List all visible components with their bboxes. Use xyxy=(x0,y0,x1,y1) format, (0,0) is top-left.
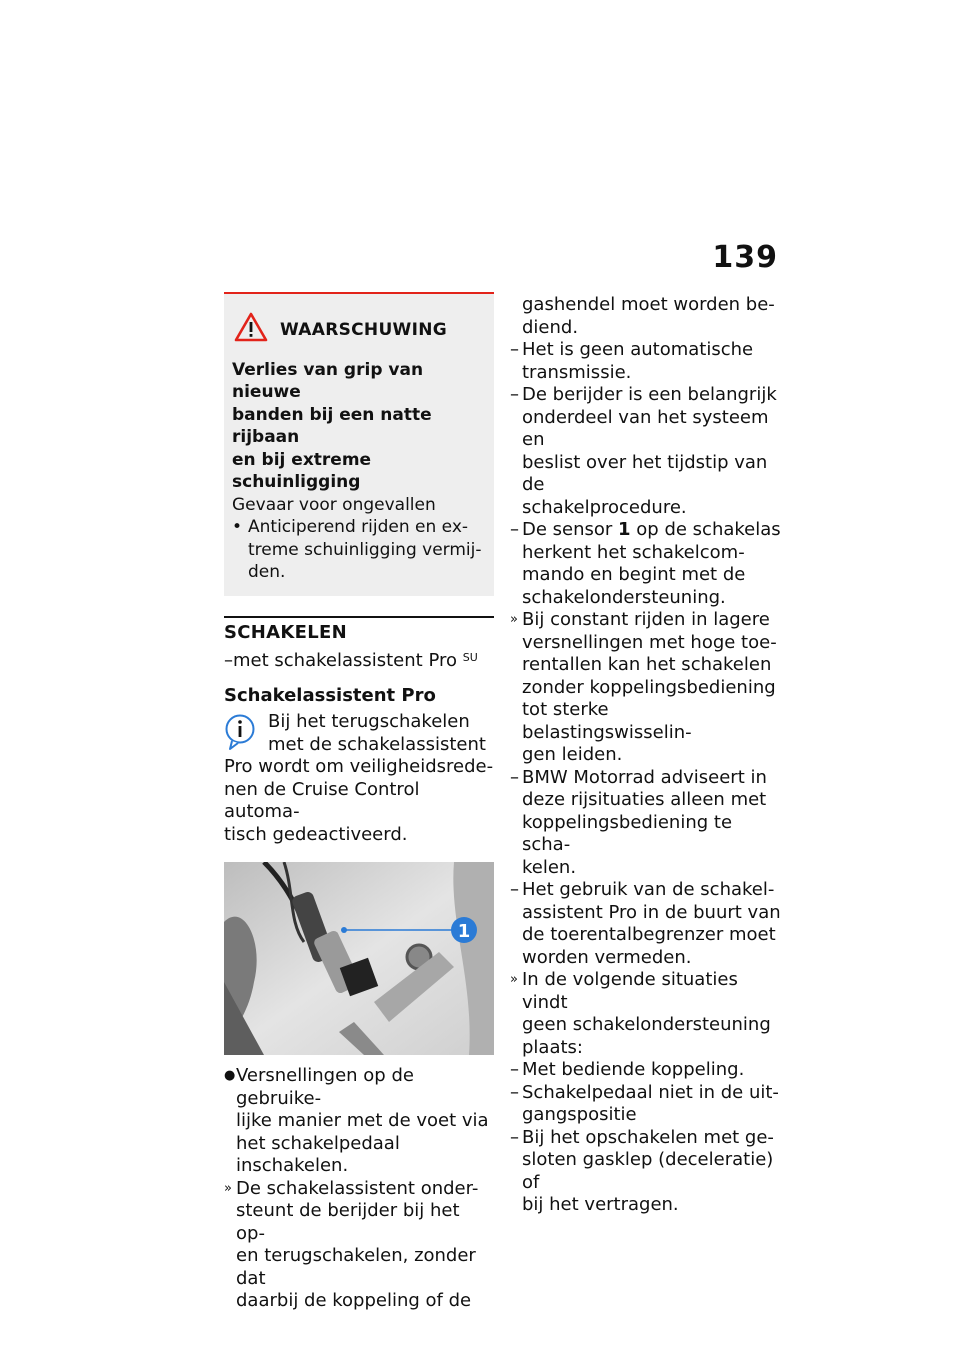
list-line: BMW Motorrad adviseert in xyxy=(522,766,767,788)
list-line: lijke manier met de voet via xyxy=(236,1110,489,1131)
dash-mark: – xyxy=(224,650,233,671)
info-line: tisch gedeactiveerd. xyxy=(224,823,408,845)
sensor-reference: 1 xyxy=(618,519,631,540)
callout-label: 1 xyxy=(457,921,471,942)
list-line: schakelondersteuning. xyxy=(522,586,726,608)
list-line: worden vermeden. xyxy=(522,946,692,968)
list-line: Het is geen automatische xyxy=(522,339,754,360)
list-line: transmissie. xyxy=(522,361,632,383)
shift-sensor-illustration xyxy=(224,862,494,1055)
list-line: steunt de berijder bij het op- xyxy=(236,1200,460,1244)
list-item xyxy=(510,767,782,880)
list-item xyxy=(510,969,782,1059)
dash-mark: – xyxy=(510,339,519,360)
warning-box xyxy=(224,292,494,596)
list-line: zonder koppelingsbediening xyxy=(522,676,776,698)
illustration-drawing xyxy=(224,862,494,1055)
bullet-mark: • xyxy=(232,517,243,537)
list-text: op de schakelas xyxy=(630,519,781,540)
list-item xyxy=(510,384,782,519)
list-item xyxy=(224,1178,494,1313)
warning-header xyxy=(232,312,486,349)
dash-mark: – xyxy=(510,1059,519,1080)
list-line: De schakelassistent onder- xyxy=(236,1177,479,1199)
list-item xyxy=(510,519,782,609)
section-divider xyxy=(224,616,494,618)
list-item xyxy=(224,1065,494,1178)
subsection-title: Schakelassistent Pro xyxy=(224,684,436,706)
list-line: Met bediende koppeling. xyxy=(522,1059,745,1080)
warning-bullet-line: den. xyxy=(248,562,286,582)
list-line: geen schakelondersteuning xyxy=(522,1014,771,1035)
result-mark: » xyxy=(510,612,518,627)
bullet-mark: ● xyxy=(224,1068,236,1083)
list-item xyxy=(510,609,782,767)
list-line: gen leiden. xyxy=(522,744,623,765)
page-number: 139 xyxy=(712,240,778,275)
list-item xyxy=(510,339,782,384)
list-line: Het gebruik van de schakel- xyxy=(522,879,775,900)
dash-mark: – xyxy=(510,1081,519,1103)
warning-bullet xyxy=(232,516,486,584)
info-line: Pro wordt om veiligheidsrede- xyxy=(224,756,494,777)
dash-mark: – xyxy=(510,519,519,540)
list-line: Bij het opschakelen met ge- xyxy=(522,1126,774,1148)
warning-title: WAARSCHUWING xyxy=(280,320,448,340)
list-line: tot sterke belastingswisselin- xyxy=(522,699,692,743)
dash-mark: – xyxy=(510,1126,519,1148)
list-line: mando en begint met de xyxy=(522,564,746,585)
right-column xyxy=(510,294,782,1217)
result-mark: » xyxy=(510,972,518,987)
list-line: bij het vertragen. xyxy=(522,1194,679,1215)
list-line: plaats: xyxy=(522,1036,583,1058)
result-mark: » xyxy=(224,1180,232,1196)
list-line: schakelprocedure. xyxy=(522,496,687,518)
left-column xyxy=(224,292,494,1313)
list-line: koppelingsbediening te scha- xyxy=(522,811,733,855)
dash-mark: – xyxy=(510,384,519,405)
continued-line: gashendel moet worden be- xyxy=(522,294,775,315)
list-line: deze rijsituaties alleen met xyxy=(522,789,767,810)
equipment-code: SU xyxy=(462,651,478,664)
warning-bold-line: Verlies van grip van nieuwe xyxy=(232,359,424,402)
warning-subtitle: Gevaar voor ongevallen xyxy=(232,494,436,515)
info-note xyxy=(224,711,494,846)
list-line: sloten gasklep (deceleratie) of xyxy=(522,1149,774,1193)
dash-mark: – xyxy=(510,879,519,900)
list-line: Schakelpedaal niet in de uit- xyxy=(522,1081,779,1103)
dash-mark: – xyxy=(510,766,519,788)
list-line: beslist over het tijdstip van de xyxy=(522,451,768,495)
list-line: De berijder is een belangrijk xyxy=(522,384,777,405)
warning-bold-line: banden bij een natte rijbaan xyxy=(232,404,432,447)
list-line: Versnellingen op de gebruike- xyxy=(236,1065,414,1109)
warning-triangle-icon xyxy=(234,312,280,349)
equipment-text: met schakelassistent Pro xyxy=(233,650,457,671)
list-line: de toerentalbegrenzer moet xyxy=(522,924,776,945)
info-line: met de schakelassistent xyxy=(268,733,486,755)
warning-bullet-line: Anticiperend rijden en ex- xyxy=(248,517,469,537)
list-line: herkent het schakelcom- xyxy=(522,541,745,563)
list-text: De sensor xyxy=(522,519,619,540)
list-line: versnellingen met hoge toe- xyxy=(522,631,777,653)
list-line: rentallen kan het schakelen xyxy=(522,654,772,675)
list-line xyxy=(522,519,782,542)
list-line: In de volgende situaties vindt xyxy=(522,969,738,1013)
section-title: SCHAKELEN xyxy=(224,621,347,643)
continued-line: diend. xyxy=(522,316,579,338)
list-item xyxy=(510,1059,782,1082)
section-equipment-line xyxy=(224,650,494,673)
info-icon xyxy=(224,713,256,751)
info-line: Bij het terugschakelen xyxy=(268,711,470,732)
info-line: nen de Cruise Control automa- xyxy=(224,778,420,822)
list-line: kelen. xyxy=(522,856,577,878)
list-line: assistent Pro in de buurt van xyxy=(522,901,781,923)
list-line: en terugschakelen, zonder dat xyxy=(236,1245,476,1289)
list-line: daarbij de koppeling of de xyxy=(236,1290,472,1311)
list-line: gangspositie xyxy=(522,1104,637,1125)
list-line: Bij constant rijden in lagere xyxy=(522,609,770,630)
list-line: onderdeel van het systeem en xyxy=(522,406,769,450)
list-item xyxy=(510,1127,782,1217)
list-line: het schakelpedaal inschakelen. xyxy=(236,1132,400,1176)
list-item xyxy=(510,1082,782,1127)
warning-bold-line: en bij extreme schuinligging xyxy=(232,449,372,492)
list-item xyxy=(510,879,782,969)
warning-bullet-line: treme schuinligging vermij- xyxy=(248,539,482,560)
